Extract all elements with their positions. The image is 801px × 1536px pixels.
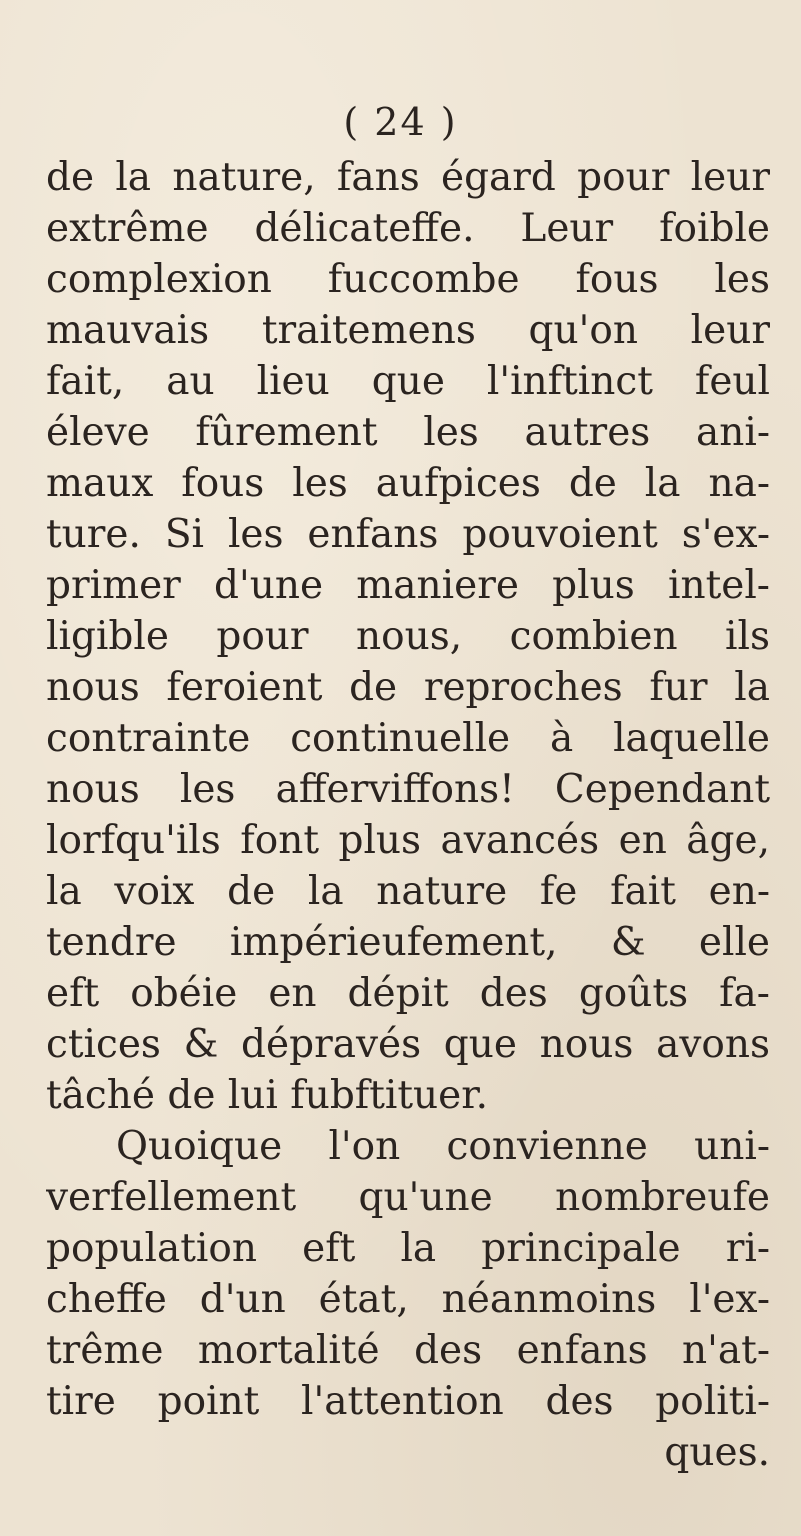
text-line: éleve fûrement les autres ani- <box>46 410 770 455</box>
text-line: lorfqu'ils font plus avancés en âge, <box>46 818 770 863</box>
text-line: extrême délicateffe. Leur foible <box>46 206 770 251</box>
text-line: la voix de la nature fe fait en- <box>46 869 770 914</box>
text-line: cheffe d'un état, néanmoins l'ex- <box>46 1277 770 1322</box>
page-number: ( 24 ) <box>343 100 458 144</box>
text-line: nous feroient de reproches fur la <box>46 665 770 710</box>
catchword: ques. <box>664 1430 770 1475</box>
text-line: fait, au lieu que l'inftinct feul <box>46 359 770 404</box>
text-line: primer d'une maniere plus intel- <box>46 563 770 608</box>
text-line: ligible pour nous, combien ils <box>46 614 770 659</box>
text-line: trême mortalité des enfans n'at- <box>46 1328 770 1373</box>
body-text <box>46 152 770 1478</box>
text-line: tendre impérieufement, & elle <box>46 920 770 965</box>
text-line: tire point l'attention des politi- <box>46 1379 770 1424</box>
text-line: mauvais traitemens qu'on leur <box>46 308 770 353</box>
paragraph-start-line: Quoique l'on convienne uni- <box>116 1124 770 1169</box>
text-line: nous les afferviffons! Cependant <box>46 767 770 812</box>
text-line: de la nature, fans égard pour leur <box>46 155 770 200</box>
text-line: population eft la principale ri- <box>46 1226 770 1271</box>
text-line: ctices & dépravés que nous avons <box>46 1022 770 1067</box>
text-line: ture. Si les enfans pouvoient s'ex- <box>46 512 770 557</box>
text-line: eft obéie en dépit des goûts fa- <box>46 971 770 1016</box>
text-line: contrainte continuelle à laquelle <box>46 716 770 761</box>
text-line: complexion fuccombe fous les <box>46 257 770 302</box>
paragraph-end-line: tâché de lui fubftituer. <box>46 1073 488 1118</box>
text-line: verfellement qu'une nombreufe <box>46 1175 770 1220</box>
text-line: maux fous les aufpices de la na- <box>46 461 770 506</box>
